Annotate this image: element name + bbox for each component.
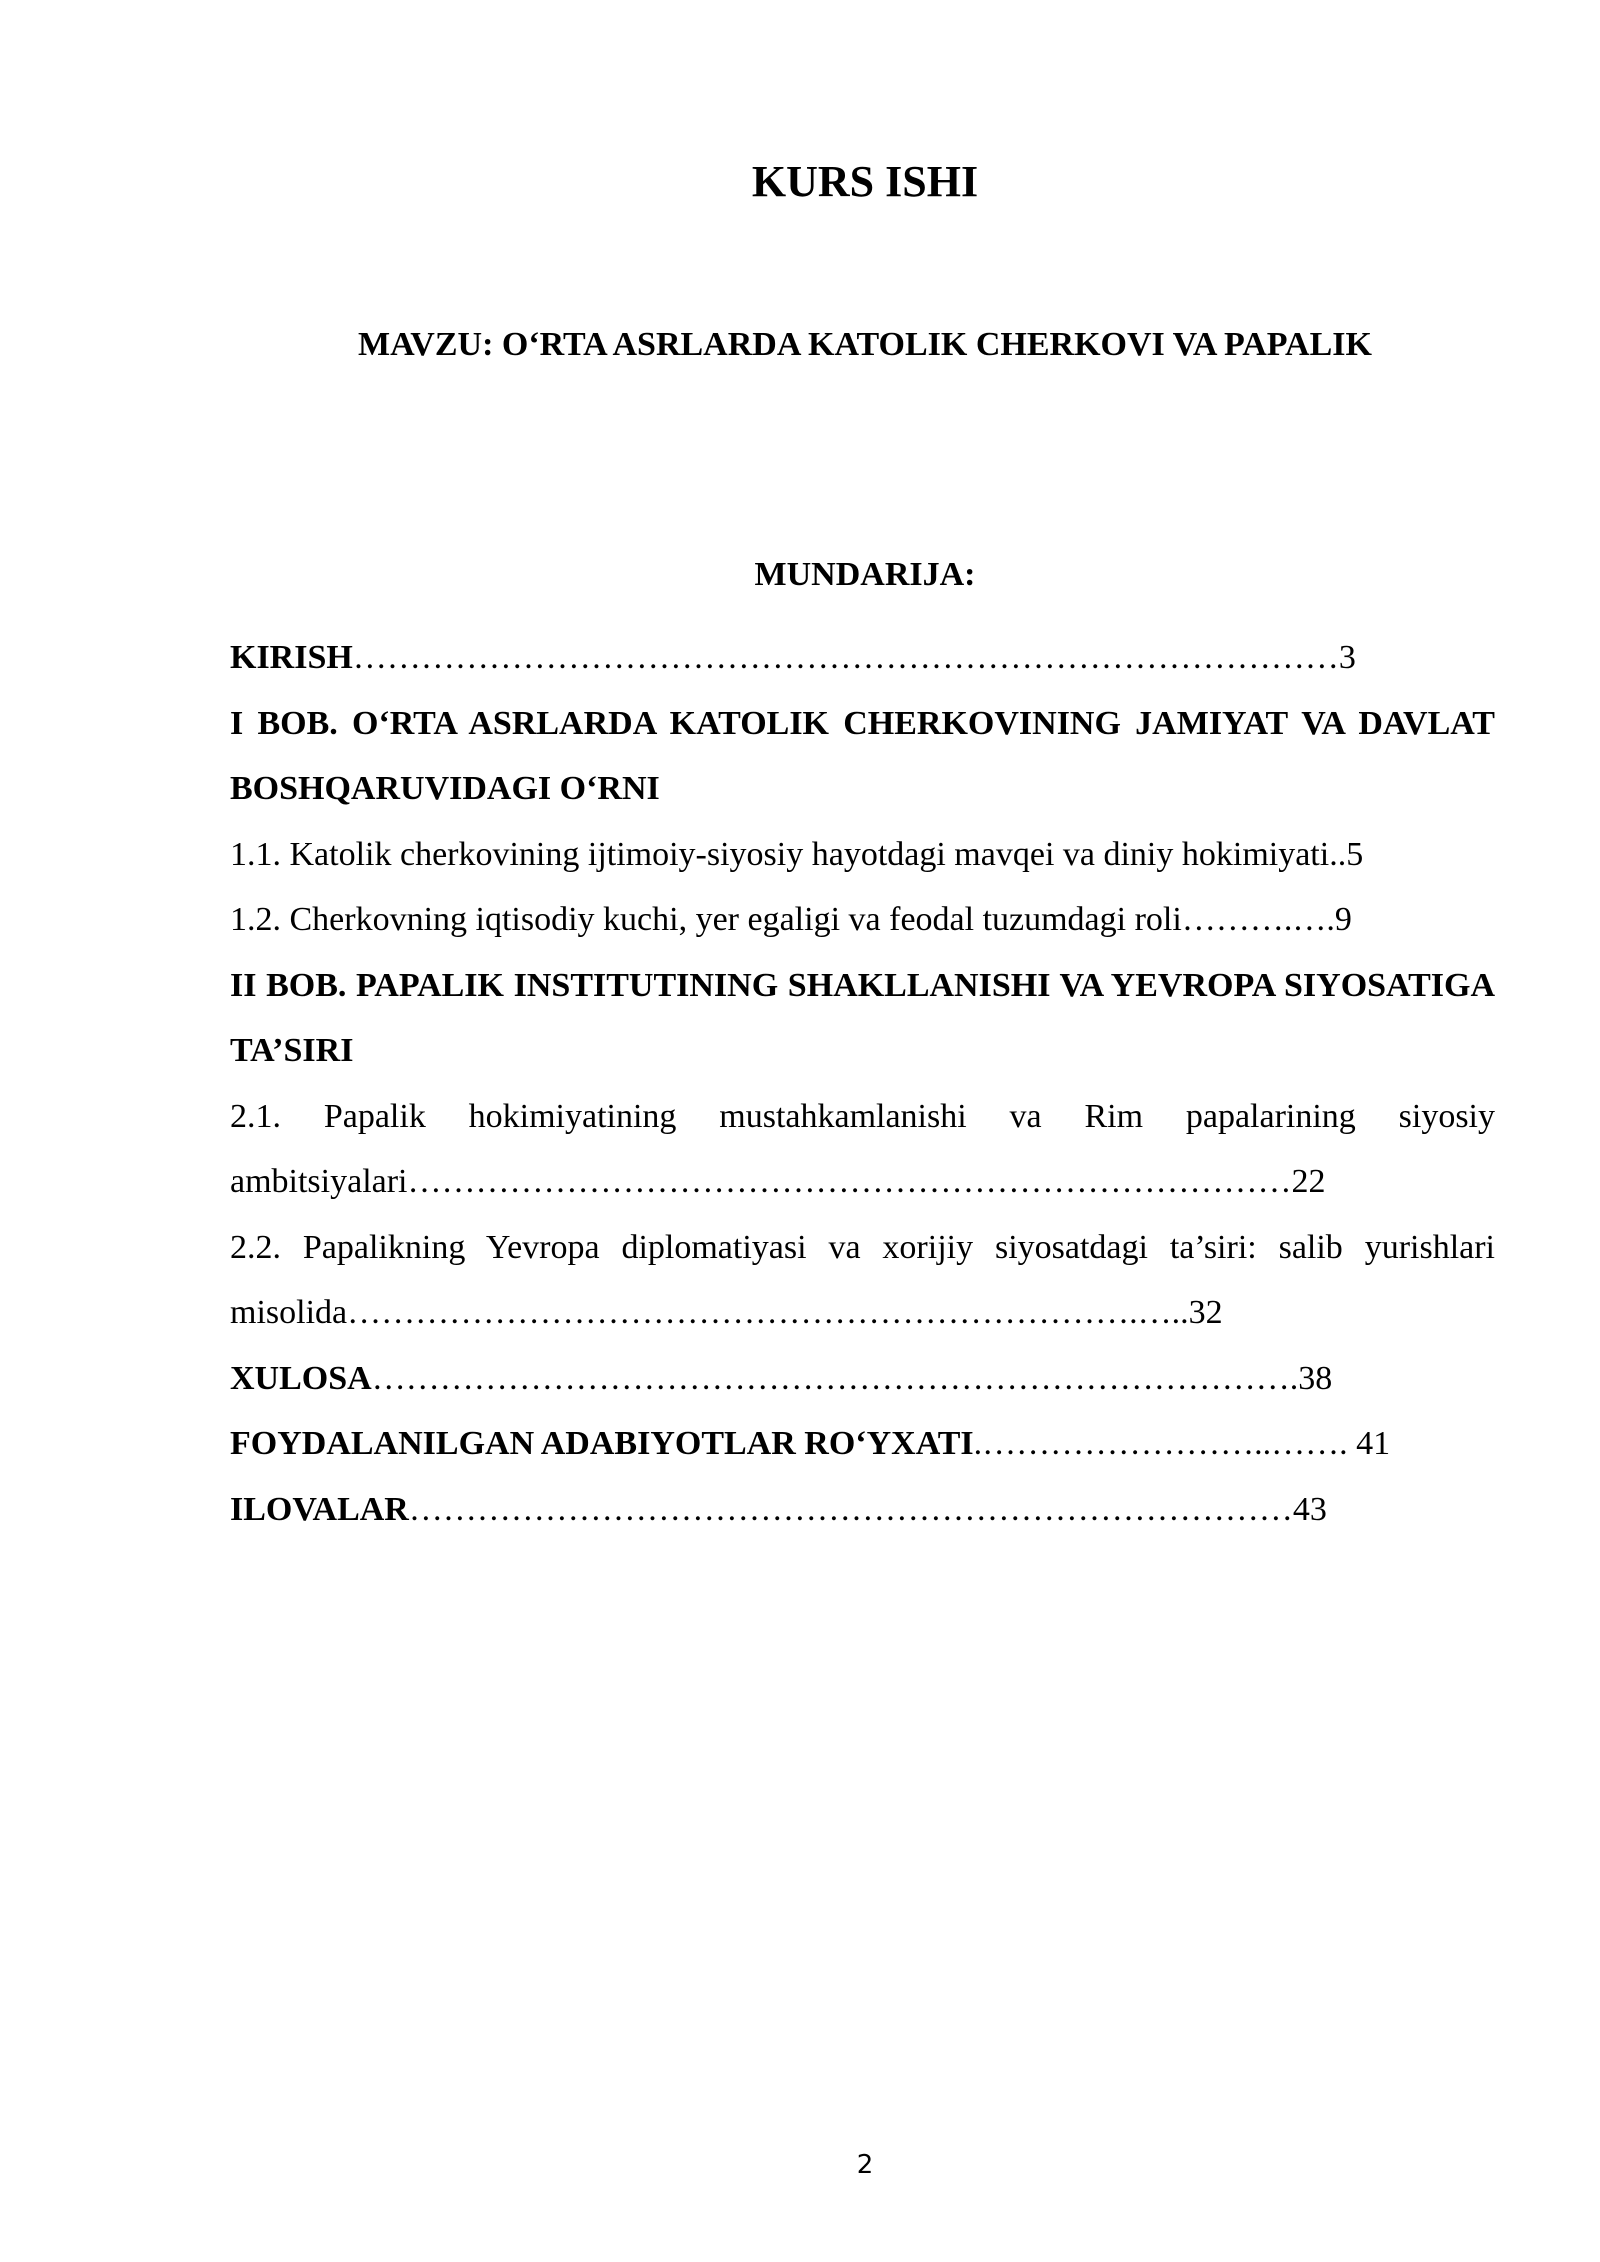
toc-entry-label: ILOVALAR xyxy=(230,1490,409,1528)
toc-entry-intro xyxy=(230,625,1495,691)
toc-entry-leader: ……….….9 xyxy=(1181,901,1352,938)
table-of-contents xyxy=(230,625,1495,1542)
toc-entry-section-2-2 xyxy=(230,1215,1495,1346)
toc-entry-section-1-1 xyxy=(230,822,1495,888)
toc-entry-label: II BOB. PAPALIK INSTITUTINING SHAKLLANISHI VA YEVROPA SIYOSATIGA TA’SIRI xyxy=(230,966,1495,1069)
document-title: KURS ISHI xyxy=(751,157,979,206)
toc-entry-section-2-1 xyxy=(230,1084,1495,1215)
toc-entry-chapter-2 xyxy=(230,953,1495,1084)
toc-entry-leader: ……………………………………………………………………….38 xyxy=(371,1359,1333,1397)
toc-entry-leader: ……………………………………………………………………………3 xyxy=(352,639,1356,676)
toc-entry-leader: .……………………..……. 41 xyxy=(973,1425,1391,1462)
toc-entry-label: 1.1. Katolik cherkovining ijtimoiy-siyosiy hayotdagi mavqei va diniy hokimiyati..5 xyxy=(230,835,1364,873)
toc-entry-label: KIRISH xyxy=(230,639,353,676)
toc-entry-label: 1.2. Cherkovning iqtisodiy kuchi, yer egaligi va feodal tuzumdagi roli xyxy=(230,901,1182,938)
toc-entry-appendices xyxy=(230,1477,1495,1543)
toc-entry-leader: ……………………………………………………………………43 xyxy=(408,1490,1327,1528)
toc-entry-leader: ……………………………………………………………………22 xyxy=(407,1163,1326,1200)
toc-heading: MUNDARIJA: xyxy=(754,556,976,593)
document-subject: MAVZU: O‘RTA ASRLARDA KATOLIK CHERKOVI VA PAPALIK xyxy=(358,326,1372,363)
toc-entry-label: XULOSA xyxy=(230,1359,372,1397)
toc-entry-chapter-1 xyxy=(230,691,1495,822)
page-number: 2 xyxy=(856,2150,874,2180)
toc-entry-label: FOYDALANILGAN ADABIYOTLAR RO‘YXATI xyxy=(230,1425,974,1462)
toc-entry-label: 2.2. Papalikning Yevropa diplomatiyasi va xorijiy siyosatdagi ta’siri: salib yurishlari misolida xyxy=(230,1228,1495,1331)
toc-entry-leader: …………………………………………………………….…..32 xyxy=(347,1294,1223,1331)
toc-entry-section-1-2 xyxy=(230,887,1495,953)
toc-entry-label: I BOB. O‘RTA ASRLARDA KATOLIK CHERKOVINING JAMIYAT VA DAVLAT BOSHQARUVIDAGI O‘RNI xyxy=(230,704,1495,807)
toc-entry-references xyxy=(230,1411,1495,1477)
toc-entry-label: 2.1. Papalik hokimiyatining mustahkamlanishi va Rim papalarining siyosiy ambitsiyalari xyxy=(230,1097,1495,1200)
toc-entry-conclusion xyxy=(230,1346,1495,1412)
